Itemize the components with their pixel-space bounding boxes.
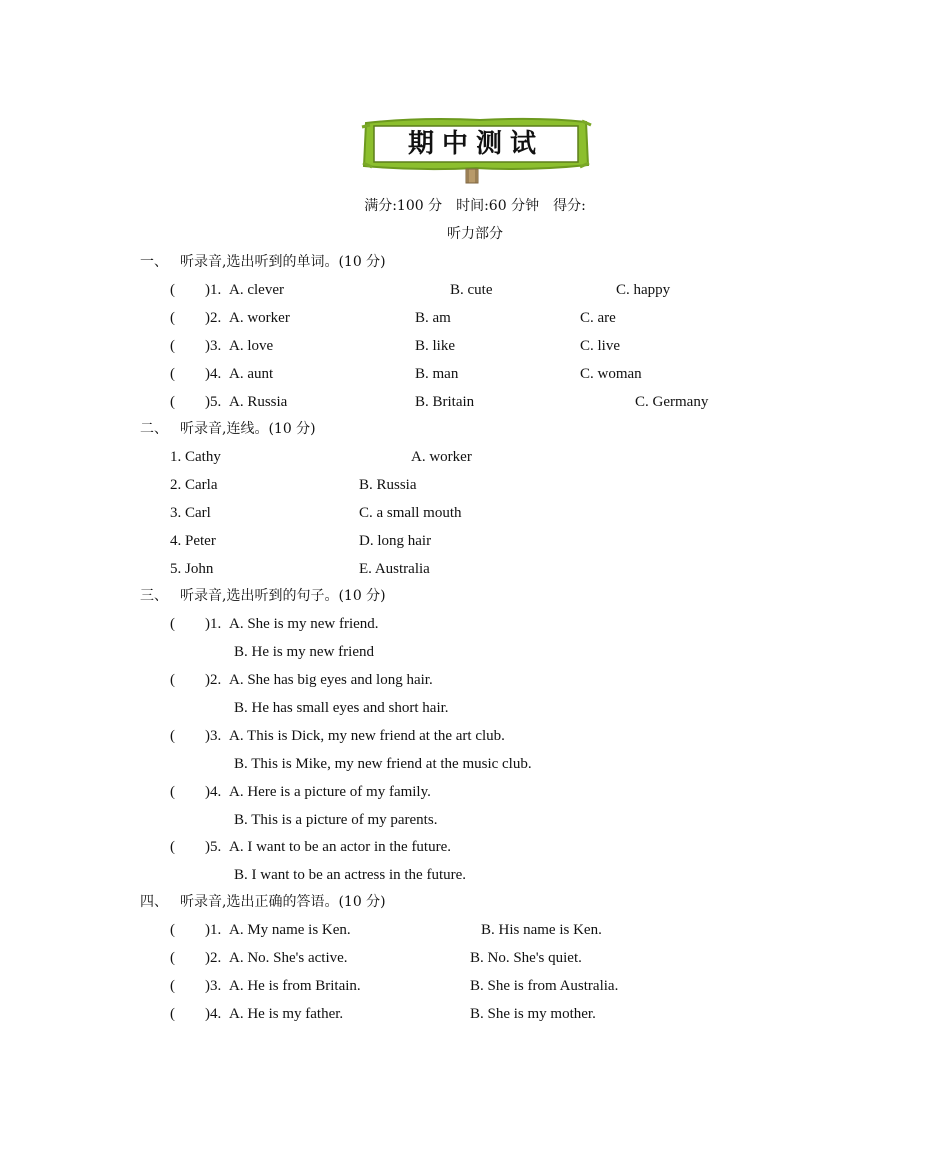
option-a: A. My name is Ken.: [229, 922, 351, 938]
match-right-item[interactable]: B. Russia: [359, 477, 417, 493]
answer-blank[interactable]: ( )4.: [170, 366, 222, 382]
match-right-item[interactable]: A. worker: [411, 449, 472, 465]
option-b: B. Britain: [415, 394, 475, 410]
answer-blank[interactable]: ( )2.: [170, 310, 222, 326]
section-1-instruction: 听录音,选出听到的单词。(10 分): [180, 254, 386, 270]
option-b: B. This is Mike, my new friend at the music club.: [234, 756, 532, 772]
option-b: B. No. She's quiet.: [470, 950, 582, 966]
option-b: B. cute: [450, 282, 493, 298]
answer-blank[interactable]: ( )4.: [170, 784, 222, 800]
option-b: B. She is from Australia.: [470, 978, 619, 994]
option-a: A. aunt: [229, 366, 274, 382]
answer-blank[interactable]: ( )5.: [170, 839, 222, 855]
option-c: C. Germany: [635, 394, 709, 410]
option-b: B. His name is Ken.: [481, 922, 602, 938]
option-b: B. She is my mother.: [470, 1006, 596, 1022]
answer-blank[interactable]: ( )5.: [170, 394, 222, 410]
option-c: C. happy: [616, 282, 671, 298]
answer-blank[interactable]: ( )1.: [170, 616, 222, 632]
section-1-number: 一、: [140, 254, 168, 270]
option-b: B. He is my new friend: [234, 644, 374, 660]
option-a: A. No. She's active.: [229, 950, 348, 966]
score-info: 满分:100 分 时间:60 分钟 得分:: [364, 198, 586, 214]
option-b: B. This is a picture of my parents.: [234, 812, 438, 828]
answer-blank[interactable]: ( )1.: [170, 922, 222, 938]
section-2-number: 二、: [140, 421, 168, 437]
option-a: A. I want to be an actor in the future.: [229, 839, 452, 855]
section-3-number: 三、: [140, 588, 168, 604]
option-c: C. woman: [580, 366, 642, 382]
match-left-item[interactable]: 1. Cathy: [170, 449, 221, 465]
match-right-item[interactable]: D. long hair: [359, 533, 432, 549]
option-b: B. like: [415, 338, 455, 354]
answer-blank[interactable]: ( )3.: [170, 728, 222, 744]
match-left-item[interactable]: 2. Carla: [170, 477, 218, 493]
answer-blank[interactable]: ( )2.: [170, 950, 222, 966]
match-left-item[interactable]: 4. Peter: [170, 533, 216, 549]
section-4-number: 四、: [140, 894, 168, 910]
option-a: A. This is Dick, my new friend at the art club.: [229, 728, 505, 744]
match-right-item[interactable]: E. Australia: [359, 561, 430, 577]
section-3-instruction: 听录音,选出听到的句子。(10 分): [180, 588, 386, 604]
section-2-instruction: 听录音,连线。(10 分): [180, 421, 316, 437]
answer-blank[interactable]: ( )3.: [170, 338, 222, 354]
option-b: B. man: [415, 366, 459, 382]
option-a: A. worker: [229, 310, 290, 326]
option-b: B. am: [415, 310, 451, 326]
answer-blank[interactable]: ( )4.: [170, 1006, 222, 1022]
match-left-item[interactable]: 3. Carl: [170, 505, 211, 521]
option-a: A. He is from Britain.: [229, 978, 361, 994]
option-a: A. Here is a picture of my family.: [229, 784, 431, 800]
match-right-item[interactable]: C. a small mouth: [359, 505, 462, 521]
match-left-item[interactable]: 5. John: [170, 561, 214, 577]
option-a: A. She has big eyes and long hair.: [229, 672, 433, 688]
option-a: A. love: [229, 338, 274, 354]
option-c: C. are: [580, 310, 616, 326]
page-title: 期中测试: [407, 129, 544, 159]
option-b: B. He has small eyes and short hair.: [234, 700, 449, 716]
option-b: B. I want to be an actress in the future.: [234, 867, 467, 883]
section-4-instruction: 听录音,选出正确的答语。(10 分): [180, 894, 386, 910]
option-c: C. live: [580, 338, 620, 354]
option-a: A. She is my new friend.: [229, 616, 379, 632]
option-a: A. He is my father.: [229, 1006, 344, 1022]
option-a: A. clever: [229, 282, 284, 298]
answer-blank[interactable]: ( )3.: [170, 978, 222, 994]
listening-part-label: 听力部分: [447, 226, 503, 242]
option-a: A. Russia: [229, 394, 288, 410]
answer-blank[interactable]: ( )2.: [170, 672, 222, 688]
answer-blank[interactable]: ( )1.: [170, 282, 222, 298]
title-banner: [360, 113, 592, 185]
